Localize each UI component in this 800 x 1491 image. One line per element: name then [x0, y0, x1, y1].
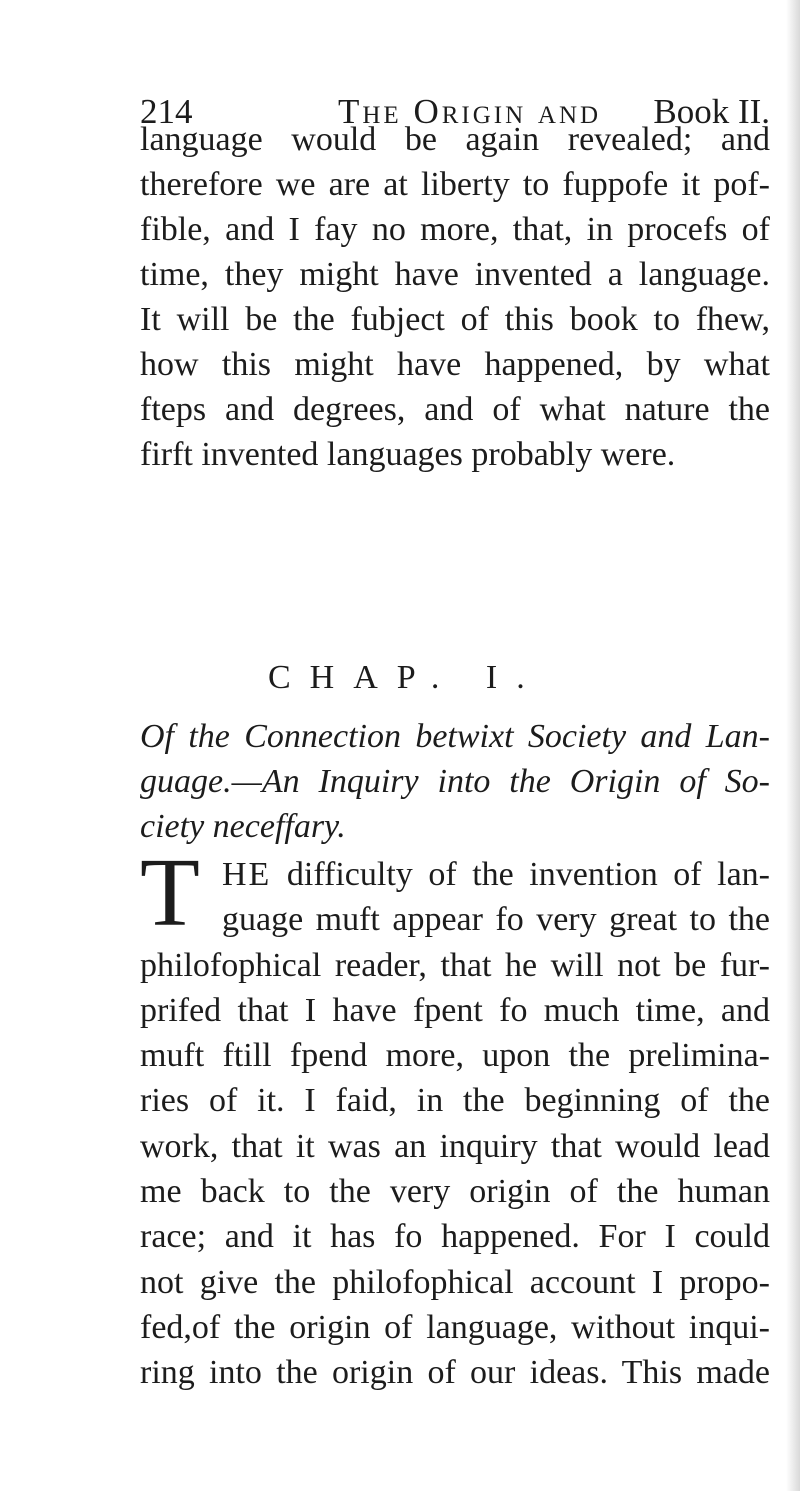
text-line: not give the philofophical account I propo- — [140, 1263, 770, 1301]
text-line: fteps and degrees, and of what nature the — [140, 391, 770, 428]
text-line: prifed that I have fpent fo much time, and — [140, 991, 770, 1029]
first-word: HE — [222, 856, 272, 893]
text-line: work, that it was an inquiry that would lead — [140, 1127, 770, 1165]
text-line: Of the Connection betwixt Society and Lan- — [140, 718, 770, 755]
text-line: ciety neceffary. — [140, 808, 346, 845]
page-number: 214 — [140, 92, 193, 131]
running-title: The Origin and — [338, 92, 602, 131]
text-line: how this might have happened, by what — [140, 346, 770, 383]
text-line: ring into the origin of our ideas. This made — [140, 1354, 770, 1392]
page-edge-shadow — [786, 0, 800, 1491]
text-line: philofophical reader, that he will not be fur- — [140, 946, 770, 984]
text-line: muft ftill fpend more, upon the prelimina- — [140, 1037, 770, 1075]
text-line: guage.—An Inquiry into the Origin of So- — [140, 763, 770, 800]
paragraph-line — [140, 852, 770, 897]
text-line: race; and it has fo happened. For I could — [140, 1218, 770, 1256]
text-line: time, they might have invented a language. — [140, 256, 770, 293]
chapter-heading: CHAP. I. — [268, 659, 544, 696]
text-line: me back to the very origin of the human — [140, 1173, 770, 1211]
body-paragraph — [140, 852, 770, 1396]
chapter-subtitle — [140, 714, 770, 849]
drop-cap: T — [140, 839, 200, 947]
text-line: fed,of the origin of language, without inqui- — [140, 1308, 770, 1346]
text-line: language would be again revealed; and — [140, 121, 770, 158]
text-line: firft invented languages probably were. — [140, 436, 676, 473]
first-line-text: difficulty of the invention of lan- — [286, 856, 770, 893]
opening-paragraph — [140, 117, 770, 477]
text-line: therefore we are at liberty to fuppofe it pof- — [140, 166, 770, 203]
text-line: It will be the fubject of this book to fhew, — [140, 301, 770, 338]
text-line: fible, and I fay no more, that, in procefs of — [140, 211, 770, 248]
paragraph-line: guage muft appear fo very great to the — [222, 901, 770, 939]
text-line: ries of it. I faid, in the beginning of the — [140, 1082, 770, 1120]
book-label: Book II. — [653, 92, 770, 131]
